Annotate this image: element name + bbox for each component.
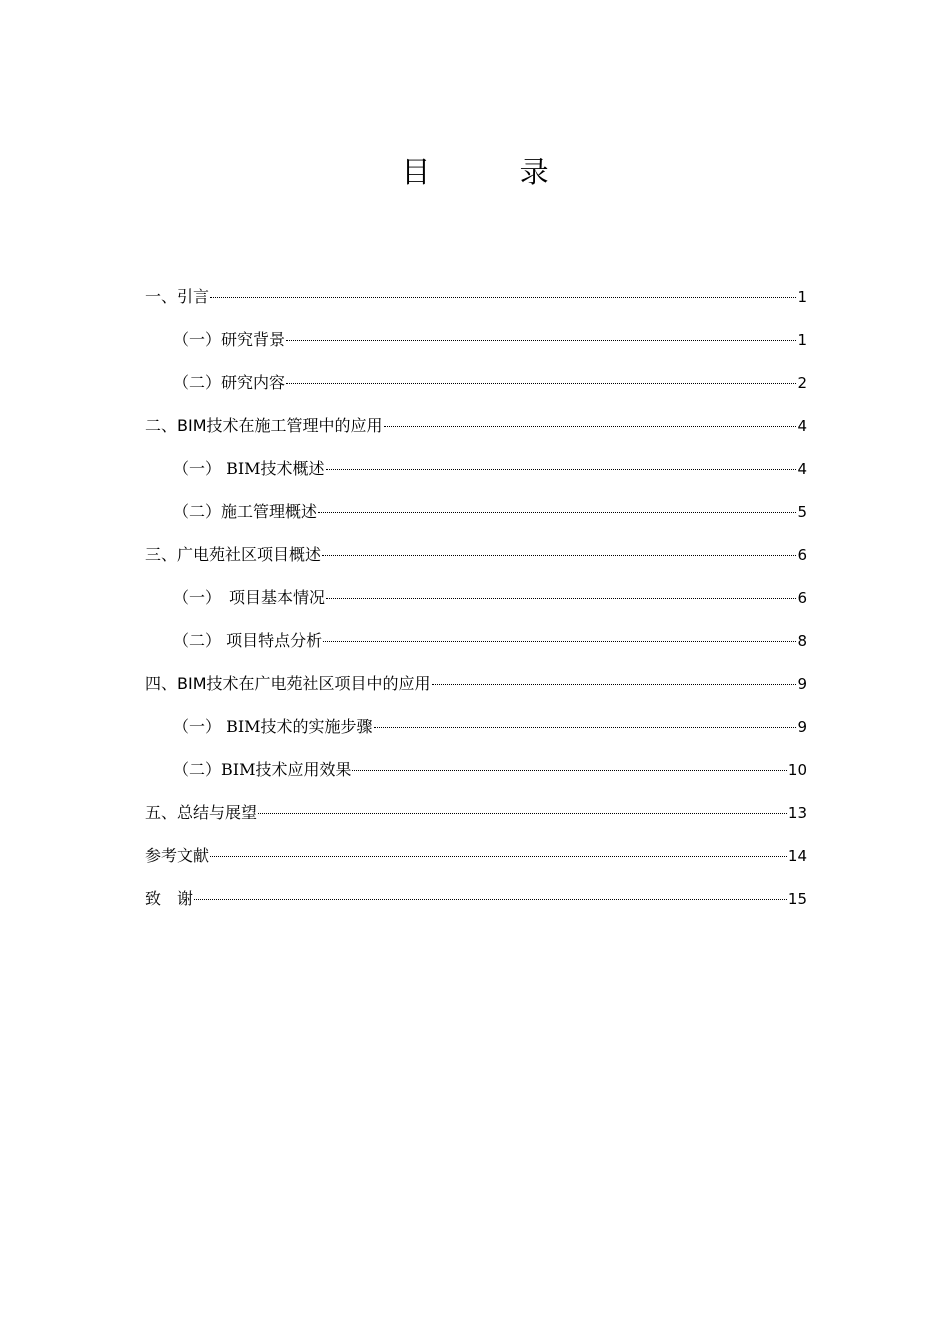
toc-entry-label: （二）施工管理概述 [173,502,318,521]
toc-dot-leader [318,512,796,513]
toc-entry-page-number: 13 [787,804,807,822]
toc-entry-label: 一、引言 [145,287,210,306]
toc-entry-label: （二） 项目特点分析 [173,631,323,650]
toc-entry-7[interactable] [145,533,807,576]
toc-entry-page-number: 10 [787,761,807,779]
toc-entry-8[interactable] [145,576,807,619]
toc-entry-13[interactable] [145,791,807,834]
toc-entry-page-number: 6 [797,589,807,607]
toc-entry-label: （二）研究内容 [173,373,286,392]
toc-entry-page-number: 1 [797,331,807,349]
toc-entry-page-number: 2 [797,374,807,392]
toc-entry-label: （一）研究背景 [173,330,286,349]
toc-entry-6[interactable] [145,490,807,533]
toc-dot-leader [322,555,796,556]
toc-dot-leader [352,770,786,771]
toc-dot-leader [326,598,796,599]
table-of-contents [145,275,807,920]
toc-dot-leader [286,340,796,341]
toc-dot-leader [323,641,796,642]
toc-entry-page-number: 15 [787,890,807,908]
toc-entry-label: 五、总结与展望 [145,803,258,822]
toc-entry-label: （二）BIM技术应用效果 [173,760,352,779]
toc-dot-leader [194,899,787,900]
toc-entry-label: 致 谢 [145,889,194,908]
toc-entry-3[interactable] [145,361,807,404]
toc-entry-14[interactable] [145,834,807,877]
toc-entry-10[interactable] [145,662,807,705]
toc-entry-page-number: 4 [797,460,807,478]
toc-entry-page-number: 5 [797,503,807,521]
toc-title: 目 录 [401,155,589,189]
toc-entry-label: （一） BIM技术概述 [173,459,325,478]
toc-dot-leader [384,426,797,427]
toc-dot-leader [286,383,796,384]
toc-entry-page-number: 9 [797,718,807,736]
toc-entry-label: 三、广电苑社区项目概述 [145,545,322,564]
toc-entry-label: 参考文献 [145,846,210,865]
toc-entry-9[interactable] [145,619,807,662]
toc-entry-page-number: 1 [797,288,807,306]
toc-dot-leader [374,727,797,728]
toc-entry-label: （一） 项目基本情况 [173,588,326,607]
toc-dot-leader [432,684,797,685]
toc-entry-2[interactable] [145,318,807,361]
toc-entry-4[interactable] [145,404,807,447]
toc-dot-leader [210,856,787,857]
toc-entry-1[interactable] [145,275,807,318]
toc-entry-page-number: 4 [797,417,807,435]
toc-entry-label: 四、BIM技术在广电苑社区项目中的应用 [145,674,431,693]
toc-dot-leader [326,469,797,470]
toc-entry-label: （一） BIM技术的实施步骤 [173,717,373,736]
toc-entry-page-number: 14 [787,847,807,865]
toc-entry-page-number: 8 [797,632,807,650]
toc-entry-15[interactable] [145,877,807,920]
toc-entry-page-number: 9 [797,675,807,693]
toc-dot-leader [210,297,796,298]
toc-entry-page-number: 6 [797,546,807,564]
toc-dot-leader [258,813,787,814]
toc-entry-label: 二、BIM技术在施工管理中的应用 [145,416,383,435]
toc-entry-5[interactable] [145,447,807,490]
toc-entry-12[interactable] [145,748,807,791]
toc-entry-11[interactable] [145,705,807,748]
